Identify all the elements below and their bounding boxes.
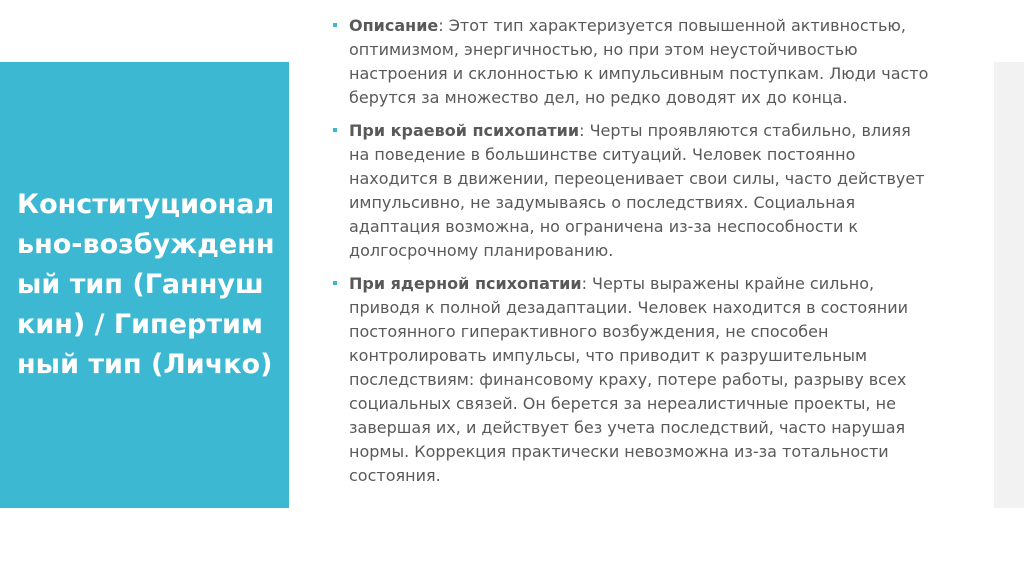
bullet-text: : Этот тип характеризуется повышенной активностью, оптимизмом, энергичностью, но при этом неустойчивостью настроения и склонностью к импульсивным поступкам. Люди часто берутся за множество дел, но редко доводят их до конца.	[349, 16, 929, 107]
bullet-term: При ядерной психопатии	[349, 274, 582, 293]
square-bullet-icon	[333, 128, 337, 132]
bullet-term: При краевой психопатии	[349, 121, 580, 140]
bullet-text: : Черты проявляются стабильно, влияя на поведение в большинстве ситуаций. Человек постоянно находится в движении, переоценивает свои силы, часто действует импульсивно, не задумываясь о последствиях. Социальная адаптация возможна, но ограничена из-за неспособности к долгосрочному планированию.	[349, 121, 925, 260]
bullet-item-nuclear-psychopathy	[333, 272, 933, 488]
title-panel	[0, 62, 289, 508]
bullet-item-description	[333, 14, 933, 110]
square-bullet-icon	[333, 23, 337, 27]
slide-title: Конституционально-возбужденный тип (Ганнушкин) / Гипертимный тип (Личко)	[17, 189, 275, 380]
bullet-list	[333, 14, 933, 497]
side-strip	[994, 62, 1024, 508]
bullet-term: Описание	[349, 16, 439, 35]
bullet-item-edge-psychopathy	[333, 119, 933, 263]
bullet-text: : Черты выражены крайне сильно, приводя к полной дезадаптации. Человек находится в состоянии постоянного гиперактивного возбуждения, не способен контролировать импульсы, что приводит к разрушительным последствиям: финансовому краху, потере работы, разрыву всех социальных связей. Он берется за нереалистичные проекты, не завершая их, и действует без учета последствий, часто нарушая нормы. Коррекция практически невозможна из-за тотальности состояния.	[349, 274, 909, 485]
square-bullet-icon	[333, 281, 337, 285]
